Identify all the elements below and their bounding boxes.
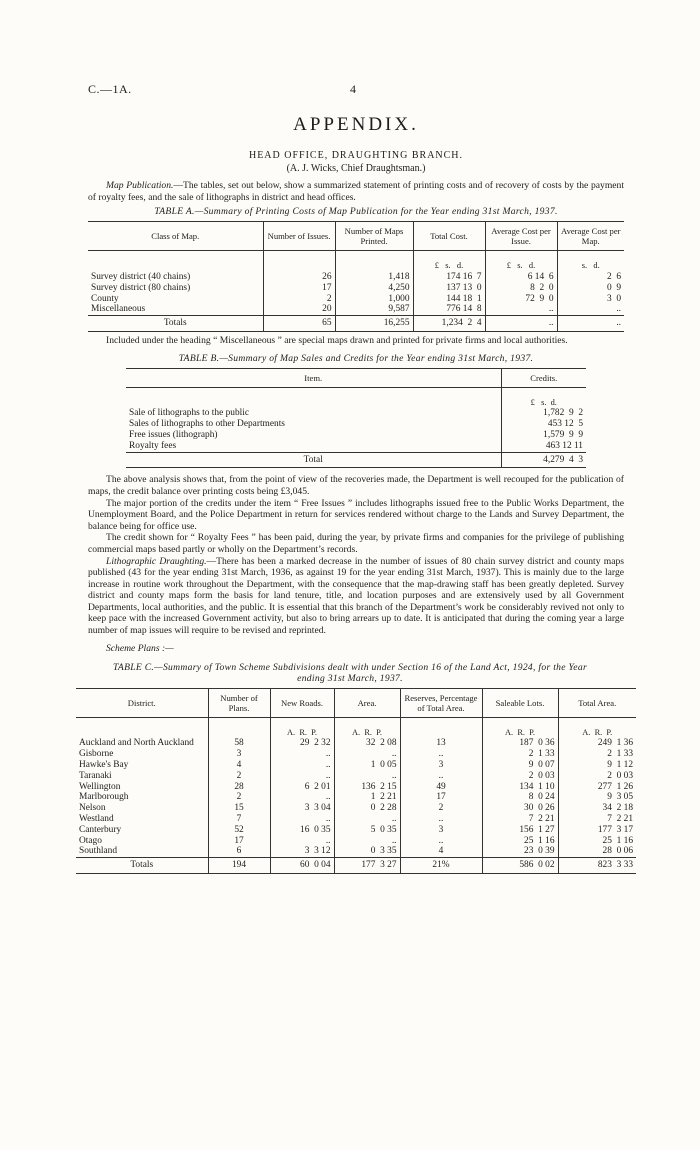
- table-c-header: District.: [76, 688, 208, 717]
- page-ref: C.—1A.: [88, 82, 132, 96]
- table-row: [88, 272, 624, 283]
- row-value: 15: [208, 803, 270, 814]
- row-value: 26: [263, 272, 335, 283]
- row-value: 9 0 07: [482, 760, 558, 771]
- table-total-row: [76, 858, 636, 874]
- row-value: 58: [208, 738, 270, 749]
- row-label: Survey district (80 chains): [91, 282, 191, 293]
- row-value: 144 18 1: [413, 294, 485, 305]
- row-value: 16,255: [335, 316, 413, 332]
- row-value: 60 0 04: [270, 858, 334, 874]
- row-value: 177 3 17: [558, 825, 636, 836]
- page-number: 4: [350, 82, 356, 96]
- row-value: 21%: [400, 858, 482, 874]
- row-value: 776 14 8: [413, 304, 485, 315]
- row-value: ..: [270, 792, 334, 803]
- row-value: 8 0 24: [482, 792, 558, 803]
- unit-label: £ s. d.: [501, 387, 586, 408]
- row-value: 25 1 16: [558, 836, 636, 847]
- table-c-caption: TABLE C.—Summary of Town Scheme Subdivisions dealt with under Section 16 of the Land Act, 1924, for the Year ending 31st March, 1937.: [113, 661, 587, 684]
- row-value: 3: [400, 760, 482, 771]
- table-c-header: Total Area.: [558, 688, 636, 717]
- row-value: ..: [334, 814, 400, 825]
- row-value: 177 3 27: [334, 858, 400, 874]
- row-value: 1 0 05: [334, 760, 400, 771]
- row-value: ..: [270, 836, 334, 847]
- row-label: Taranaki: [79, 770, 112, 781]
- row-value: 6: [208, 846, 270, 857]
- table-c-header: Number of Plans.: [208, 688, 270, 717]
- table-row: [88, 283, 624, 294]
- row-value: ..: [400, 836, 482, 847]
- row-label: Totals: [76, 858, 208, 874]
- row-value: 9,587: [335, 304, 413, 315]
- row-label: Total: [126, 452, 501, 468]
- unit-label: A. R. P.: [270, 717, 334, 738]
- table-row: [126, 430, 586, 441]
- row-value: 9 1 12: [558, 760, 636, 771]
- row-value: 1,000: [335, 294, 413, 305]
- table-b-header: Credits.: [501, 368, 586, 387]
- table-a-header: Average Cost per Issue.: [485, 222, 557, 251]
- table-row: [76, 836, 636, 847]
- row-value: ..: [270, 771, 334, 782]
- row-value: 30 0 26: [482, 803, 558, 814]
- row-value: 134 1 10: [482, 782, 558, 793]
- row-label: Free issues (lithograph): [129, 429, 218, 440]
- row-label: Wellington: [79, 781, 121, 792]
- row-value: 137 13 0: [413, 283, 485, 294]
- row-value: 249 1 36: [558, 738, 636, 749]
- table-a-header: Class of Map.: [88, 222, 263, 251]
- row-value: 28: [208, 782, 270, 793]
- row-value: ..: [400, 749, 482, 760]
- row-label: Gisborne: [79, 749, 114, 760]
- analysis-paragraph: The above analysis shows that, from the point of view of the recoveries made, the Department is well recouped for the publication of maps, the credit balance over printing costs being £3,045.: [88, 474, 624, 497]
- row-value: 187 0 36: [482, 738, 558, 749]
- intro-text: —The tables, set out below, show a summarized statement of printing costs and of recovery of costs by the payment of royalty fees, and the sale of lithographs in district and head offices.: [88, 180, 625, 203]
- table-row: [76, 782, 636, 793]
- analysis-paragraph: The credit shown for “ Royalty Fees ” has been paid, during the year, by private firms and companies for the privilege of publishing commercial maps based partly or wholly on the Department’s records.: [88, 532, 624, 555]
- row-value: ..: [334, 771, 400, 782]
- row-label: Marlborough: [79, 792, 129, 803]
- row-label: Sales of lithographs to other Departments: [129, 419, 285, 430]
- section-heading: HEAD OFFICE, DRAUGHTING BRANCH.: [248, 150, 464, 161]
- section-author: (A. J. Wicks, Chief Draughtsman.): [286, 163, 426, 174]
- row-value: 49: [400, 782, 482, 793]
- row-label: Westland: [79, 814, 114, 825]
- table-c-header: Area.: [334, 688, 400, 717]
- row-value: 65: [263, 316, 335, 332]
- row-value: 2: [208, 792, 270, 803]
- row-value: 4,250: [335, 283, 413, 294]
- row-value: 1 2 21: [334, 792, 400, 803]
- row-value: 3: [208, 749, 270, 760]
- table-row: [76, 814, 636, 825]
- litho-text: —There has been a marked decrease in the number of issues of 80 chain survey district and county maps published (43 for the year ending 31st March, 1936, as against 19 for the year ending 31st March, 1937). This is mainly due to the large increase in routine work throughout the Department, with the consequence that the map-drawing staff has been greatly depleted. Survey district and county maps form the basis for land tenure, title, and location purposes and are extensively used by all Government Departments, local authorities, and the public. It is essential that this branch of the Department’s work be considerably revived not only to keep pace with the increased Government activity, but also to bring arrears up to date. It is anticipated that during the coming year a large number of map issues will require to be revised and reprinted.: [88, 555, 624, 637]
- row-value: 586 0 02: [482, 858, 558, 874]
- table-a-note: Included under the heading “ Miscellaneous ” are special maps drawn and printed for private firms and local authorities.: [106, 334, 568, 346]
- unit-label: A. R. P.: [482, 717, 558, 738]
- table-row: [88, 294, 624, 305]
- row-value: 17: [208, 836, 270, 847]
- row-value: 7 2 21: [558, 814, 636, 825]
- row-label: Otago: [79, 835, 102, 846]
- row-value: 194: [208, 858, 270, 874]
- row-value: 1,579 9 9: [501, 430, 586, 441]
- unit-label: £ s. d.: [485, 251, 557, 272]
- table-row: [76, 760, 636, 771]
- table-row: [126, 441, 586, 452]
- analysis-paragraph: The major portion of the credits under the item “ Free Issues ” includes lithographs issued free to the Public Works Department, the Unemployment Board, and the Police Department in return for services rendered without charge to the Lands and Survey Department, the balance being for office use.: [88, 497, 624, 532]
- row-value: 174 16 7: [413, 272, 485, 283]
- table-a-header: Number of Maps Printed.: [335, 222, 413, 251]
- row-value: ..: [557, 316, 624, 332]
- row-label: Hawke's Bay: [79, 760, 129, 771]
- row-value: ..: [270, 814, 334, 825]
- table-total-row: [126, 452, 586, 468]
- row-value: 72 9 0: [485, 294, 557, 305]
- table-b-caption: TABLE B.—Summary of Map Sales and Credits for the Year ending 31st March, 1937.: [178, 352, 534, 364]
- litho-paragraph: [88, 556, 624, 637]
- row-value: 3 0: [557, 294, 624, 305]
- unit-label: A. R. P.: [558, 717, 636, 738]
- row-value: 9 3 05: [558, 792, 636, 803]
- row-value: ..: [334, 749, 400, 760]
- row-value: 8 2 0: [485, 283, 557, 294]
- row-value: 0 2 28: [334, 803, 400, 814]
- table-row: [76, 771, 636, 782]
- litho-lead: Lithographic Draughting.: [106, 555, 207, 567]
- table-row: [76, 825, 636, 836]
- row-value: 7: [208, 814, 270, 825]
- row-label: Southland: [79, 846, 118, 857]
- row-value: 17: [400, 792, 482, 803]
- row-value: 2 1 33: [558, 749, 636, 760]
- row-label: Canterbury: [79, 824, 122, 835]
- row-value: ..: [270, 749, 334, 760]
- row-value: 3 3 12: [270, 846, 334, 857]
- row-value: 3: [400, 825, 482, 836]
- table-c-header: New Roads.: [270, 688, 334, 717]
- row-value: 6 14 6: [485, 272, 557, 283]
- row-label: Royalty fees: [129, 440, 177, 451]
- scheme-heading: Scheme Plans :—: [106, 642, 174, 654]
- row-value: 1,418: [335, 272, 413, 283]
- table-a-header: Total Cost.: [413, 222, 485, 251]
- row-label: Miscellaneous: [91, 304, 146, 315]
- row-label: Totals: [88, 316, 263, 332]
- row-value: 453 12 5: [501, 419, 586, 430]
- table-c-header: Reserves, Percentage of Total Area.: [400, 688, 482, 717]
- table-a-header: Number of Issues.: [263, 222, 335, 251]
- table-a-caption: TABLE A.—Summary of Printing Costs of Map Publication for the Year ending 31st March, 1937.: [154, 206, 558, 218]
- row-value: 1,782 9 2: [501, 408, 586, 419]
- row-value: 52: [208, 825, 270, 836]
- row-value: 277 1 26: [558, 782, 636, 793]
- row-value: 29 2 32: [270, 738, 334, 749]
- row-value: 17: [263, 283, 335, 294]
- row-value: ..: [485, 304, 557, 315]
- row-value: 6 2 01: [270, 782, 334, 793]
- table-row: [126, 408, 586, 419]
- row-value: 16 0 35: [270, 825, 334, 836]
- row-value: 2: [400, 803, 482, 814]
- row-value: 823 3 33: [558, 858, 636, 874]
- row-value: 2 6: [557, 272, 624, 283]
- row-value: 4,279 4 3: [501, 452, 586, 468]
- page-body: [79, 76, 633, 874]
- row-value: 136 2 15: [334, 782, 400, 793]
- row-value: 2 0 03: [482, 771, 558, 782]
- row-value: 2: [208, 771, 270, 782]
- table-total-row: [88, 316, 624, 332]
- row-value: 1,234 2 4: [413, 316, 485, 332]
- row-label: Auckland and North Auckland: [79, 738, 194, 749]
- row-value: 25 1 16: [482, 836, 558, 847]
- row-value: 463 12 11: [501, 441, 586, 452]
- row-value: 7 2 21: [482, 814, 558, 825]
- unit-label: A. R. P.: [334, 717, 400, 738]
- row-value: 34 2 18: [558, 803, 636, 814]
- row-label: Nelson: [79, 803, 106, 814]
- unit-label: £ s. d.: [413, 251, 485, 272]
- row-value: 2 1 33: [482, 749, 558, 760]
- table-b-header: Item.: [126, 368, 501, 387]
- row-value: 156 1 27: [482, 825, 558, 836]
- row-value: 2: [263, 294, 335, 305]
- table-row: [126, 419, 586, 430]
- row-value: ..: [334, 836, 400, 847]
- row-value: 2 0 03: [558, 771, 636, 782]
- row-value: 20: [263, 304, 335, 315]
- row-value: 32 2 08: [334, 738, 400, 749]
- row-value: 5 0 35: [334, 825, 400, 836]
- table-row: [76, 803, 636, 814]
- row-value: 0 3 35: [334, 846, 400, 857]
- row-value: ..: [400, 771, 482, 782]
- table-row: [88, 304, 624, 315]
- row-value: 23 0 39: [482, 846, 558, 857]
- table-a: [88, 221, 624, 332]
- row-label: County: [91, 293, 119, 304]
- row-value: 4: [400, 846, 482, 857]
- table-a-header: Average Cost per Map.: [557, 222, 624, 251]
- table-c: [76, 688, 636, 874]
- unit-label: s. d.: [557, 251, 624, 272]
- row-value: 0 9: [557, 283, 624, 294]
- page-title: APPENDIX.: [293, 114, 419, 135]
- row-value: ..: [557, 304, 624, 315]
- table-row: [76, 738, 636, 749]
- intro-paragraph: [88, 180, 624, 203]
- row-value: 13: [400, 738, 482, 749]
- intro-lead: Map Publication.: [106, 180, 174, 191]
- table-row: [76, 792, 636, 803]
- row-value: ..: [400, 814, 482, 825]
- row-label: Survey district (40 chains): [91, 271, 191, 282]
- table-c-header: Saleable Lots.: [482, 688, 558, 717]
- row-value: 4: [208, 760, 270, 771]
- row-value: ..: [485, 316, 557, 332]
- table-b: [126, 368, 586, 469]
- row-value: ..: [270, 760, 334, 771]
- row-value: 3 3 04: [270, 803, 334, 814]
- row-label: Sale of lithographs to the public: [129, 408, 250, 419]
- row-value: 28 0 06: [558, 846, 636, 857]
- table-row: [76, 749, 636, 760]
- table-row: [76, 846, 636, 857]
